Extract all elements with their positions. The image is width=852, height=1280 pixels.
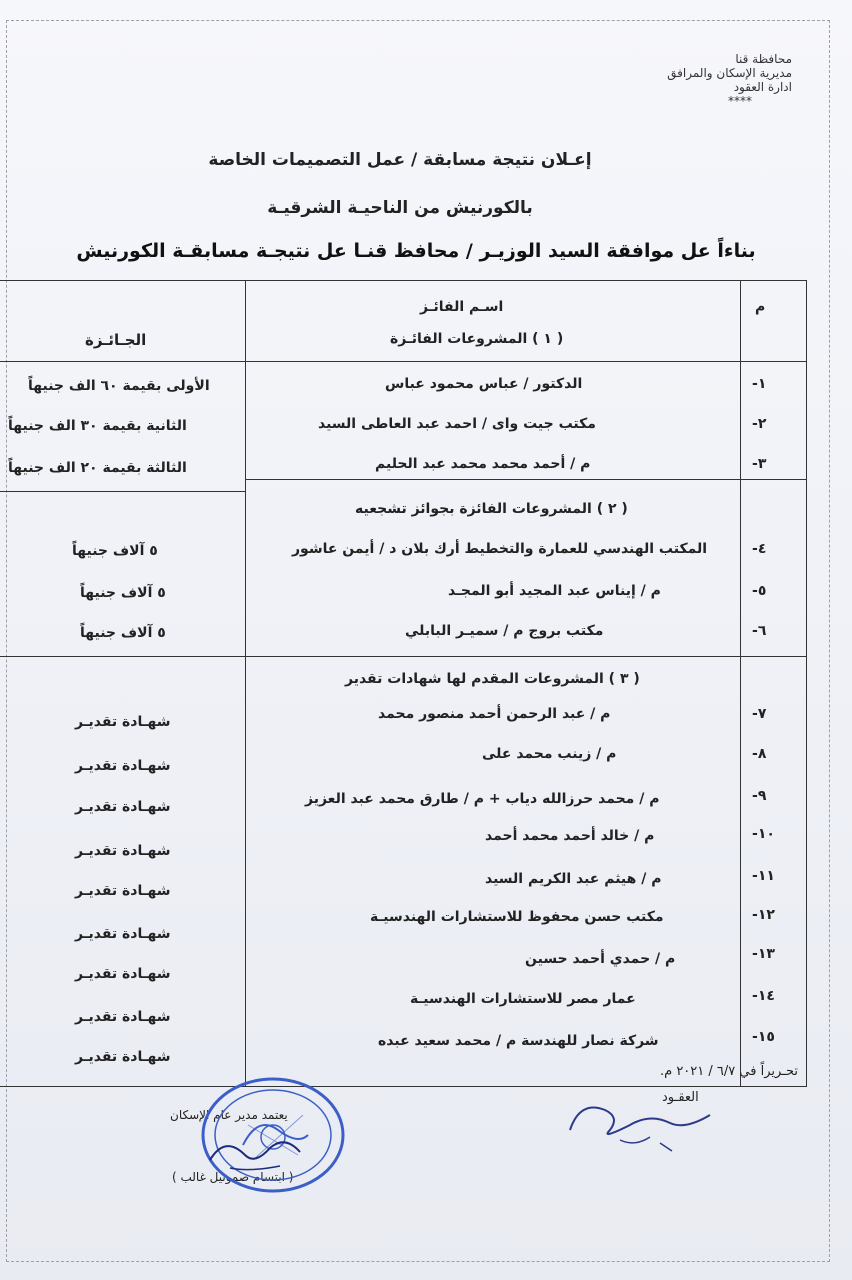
row-number: ٥- (752, 583, 767, 599)
organization-header (552, 52, 792, 108)
title-line-3: بناءاً عل موافقة السيد الوزيـر / محافظ قنـا عل نتيجـة مسابقـة الكورنيش (76, 240, 756, 262)
row-number: ٨- (752, 746, 767, 762)
row-name: الدكتور / عباس محمود عباس (385, 376, 583, 392)
row-prize: الثالثة بقيمة ٢٠ الف جنيهاً (8, 460, 187, 476)
row-number: ١٢- (752, 907, 775, 923)
row-prize: شهـادة تقديـر (75, 1049, 171, 1065)
section-1-title: ( ١ ) المشروعات الفائـزة (390, 331, 564, 347)
title-line-2: بالكورنيش من الناحيـة الشرقيـة (267, 198, 533, 218)
department-label: ادارة العقود (733, 80, 792, 94)
title-line-1: إعـلان نتيجة مسابقة / عمل التصميمات الخاصة (208, 150, 592, 170)
row-name: م / حمدي أحمد حسين (525, 951, 676, 967)
director-signature (200, 1130, 310, 1175)
header-prize: الجـائـزة (85, 331, 147, 349)
row-number: ١٤- (752, 988, 775, 1004)
row-number: ٦- (752, 623, 767, 639)
row-name: شركة نصار للهندسة م / محمد سعيد عبده (378, 1033, 659, 1049)
column-divider-number (740, 281, 741, 1086)
row-number: ١٣- (752, 946, 775, 962)
row-prize: شهـادة تقديـر (75, 966, 171, 982)
row-name: مكتب بروج م / سميـر البابلي (405, 623, 604, 639)
row-name: م / محمد حرزالله دياب + م / طارق محمد عبد العزيز (305, 791, 660, 807)
column-divider-prize (245, 281, 246, 1086)
row-prize: شهـادة تقديـر (75, 1009, 171, 1025)
issue-date: تحـريراً في ٦/٧ / ٢٠٢١ م. (660, 1064, 798, 1079)
row-prize: ٥ آلاف جنيهاً (80, 625, 166, 641)
row-name: مكتب حسن محفوظ للاستشارات الهندسيـة (370, 909, 664, 925)
row-prize: شهـادة تقديـر (75, 799, 171, 815)
row-prize: ٥ آلاف جنيهاً (72, 543, 158, 559)
section-2-title: ( ٢ ) المشروعات الفائزة بجوائز تشجعيه (355, 501, 628, 517)
row-number: ٣- (752, 456, 767, 472)
row-prize: شهـادة تقديـر (75, 843, 171, 859)
row-number: ١- (752, 376, 767, 392)
row-name: مكتب جيت واى / احمد عبد العاطى السيد (318, 416, 596, 432)
header-number: م (755, 299, 766, 315)
stars-label: **** (728, 94, 752, 108)
row-prize: شهـادة تقديـر (75, 758, 171, 774)
section-3-title: ( ٣ ) المشروعات المقدم لها شهادات تقدير (345, 671, 640, 687)
row-name: م / خالد أحمد محمد أحمد (485, 828, 655, 844)
row-number: ١٥- (752, 1029, 775, 1045)
row-number: ١٠- (752, 826, 775, 842)
header-name: اسـم الفائـز (420, 299, 504, 315)
row-prize: الأولى بقيمة ٦٠ الف جنيهاً (28, 378, 210, 394)
row-number: ١١- (752, 868, 775, 884)
row-name: م / عبد الرحمن أحمد منصور محمد (378, 706, 611, 722)
row-number: ٤- (752, 541, 767, 557)
row-prize: الثانية بقيمة ٣٠ الف جنيهاً (8, 418, 187, 434)
section-divider-1 (245, 479, 806, 480)
row-prize: ٥ آلاف جنيهاً (80, 585, 166, 601)
section-divider-2 (0, 656, 806, 657)
row-prize: شهـادة تقديـر (75, 926, 171, 942)
section-divider-1-prize (0, 491, 245, 492)
directorate-label: مديرية الإسكان والمرافق (667, 66, 792, 80)
row-name: م / هيثم عبد الكريم السيد (485, 871, 662, 887)
row-prize: شهـادة تقديـر (75, 883, 171, 899)
row-number: ٢- (752, 416, 767, 432)
governorate-label: محافظة قنا (735, 52, 792, 66)
contracts-label: العقـود (662, 1090, 699, 1105)
results-table (0, 280, 807, 1087)
row-number: ٧- (752, 706, 767, 722)
row-name: عمار مصر للاستشارات الهندسيـة (410, 991, 636, 1007)
row-name: م / أحمد محمد محمد عبد الحليم (375, 456, 591, 472)
contracts-signature (560, 1085, 720, 1155)
approval-label: يعتمد مدير عام الإسكان (170, 1108, 288, 1122)
header-divider (0, 361, 806, 362)
row-name: المكتب الهندسي للعمارة والتخطيط أرك بلان د / أيمن عاشور (292, 541, 708, 557)
row-name: م / زينب محمد على (482, 746, 617, 762)
signer-name: ( ابتسام صموئيل غالب ) (172, 1170, 294, 1184)
row-name: م / إيناس عبد المجيد أبو المجـد (448, 583, 661, 599)
row-number: ٩- (752, 788, 767, 804)
row-prize: شهـادة تقديـر (75, 714, 171, 730)
